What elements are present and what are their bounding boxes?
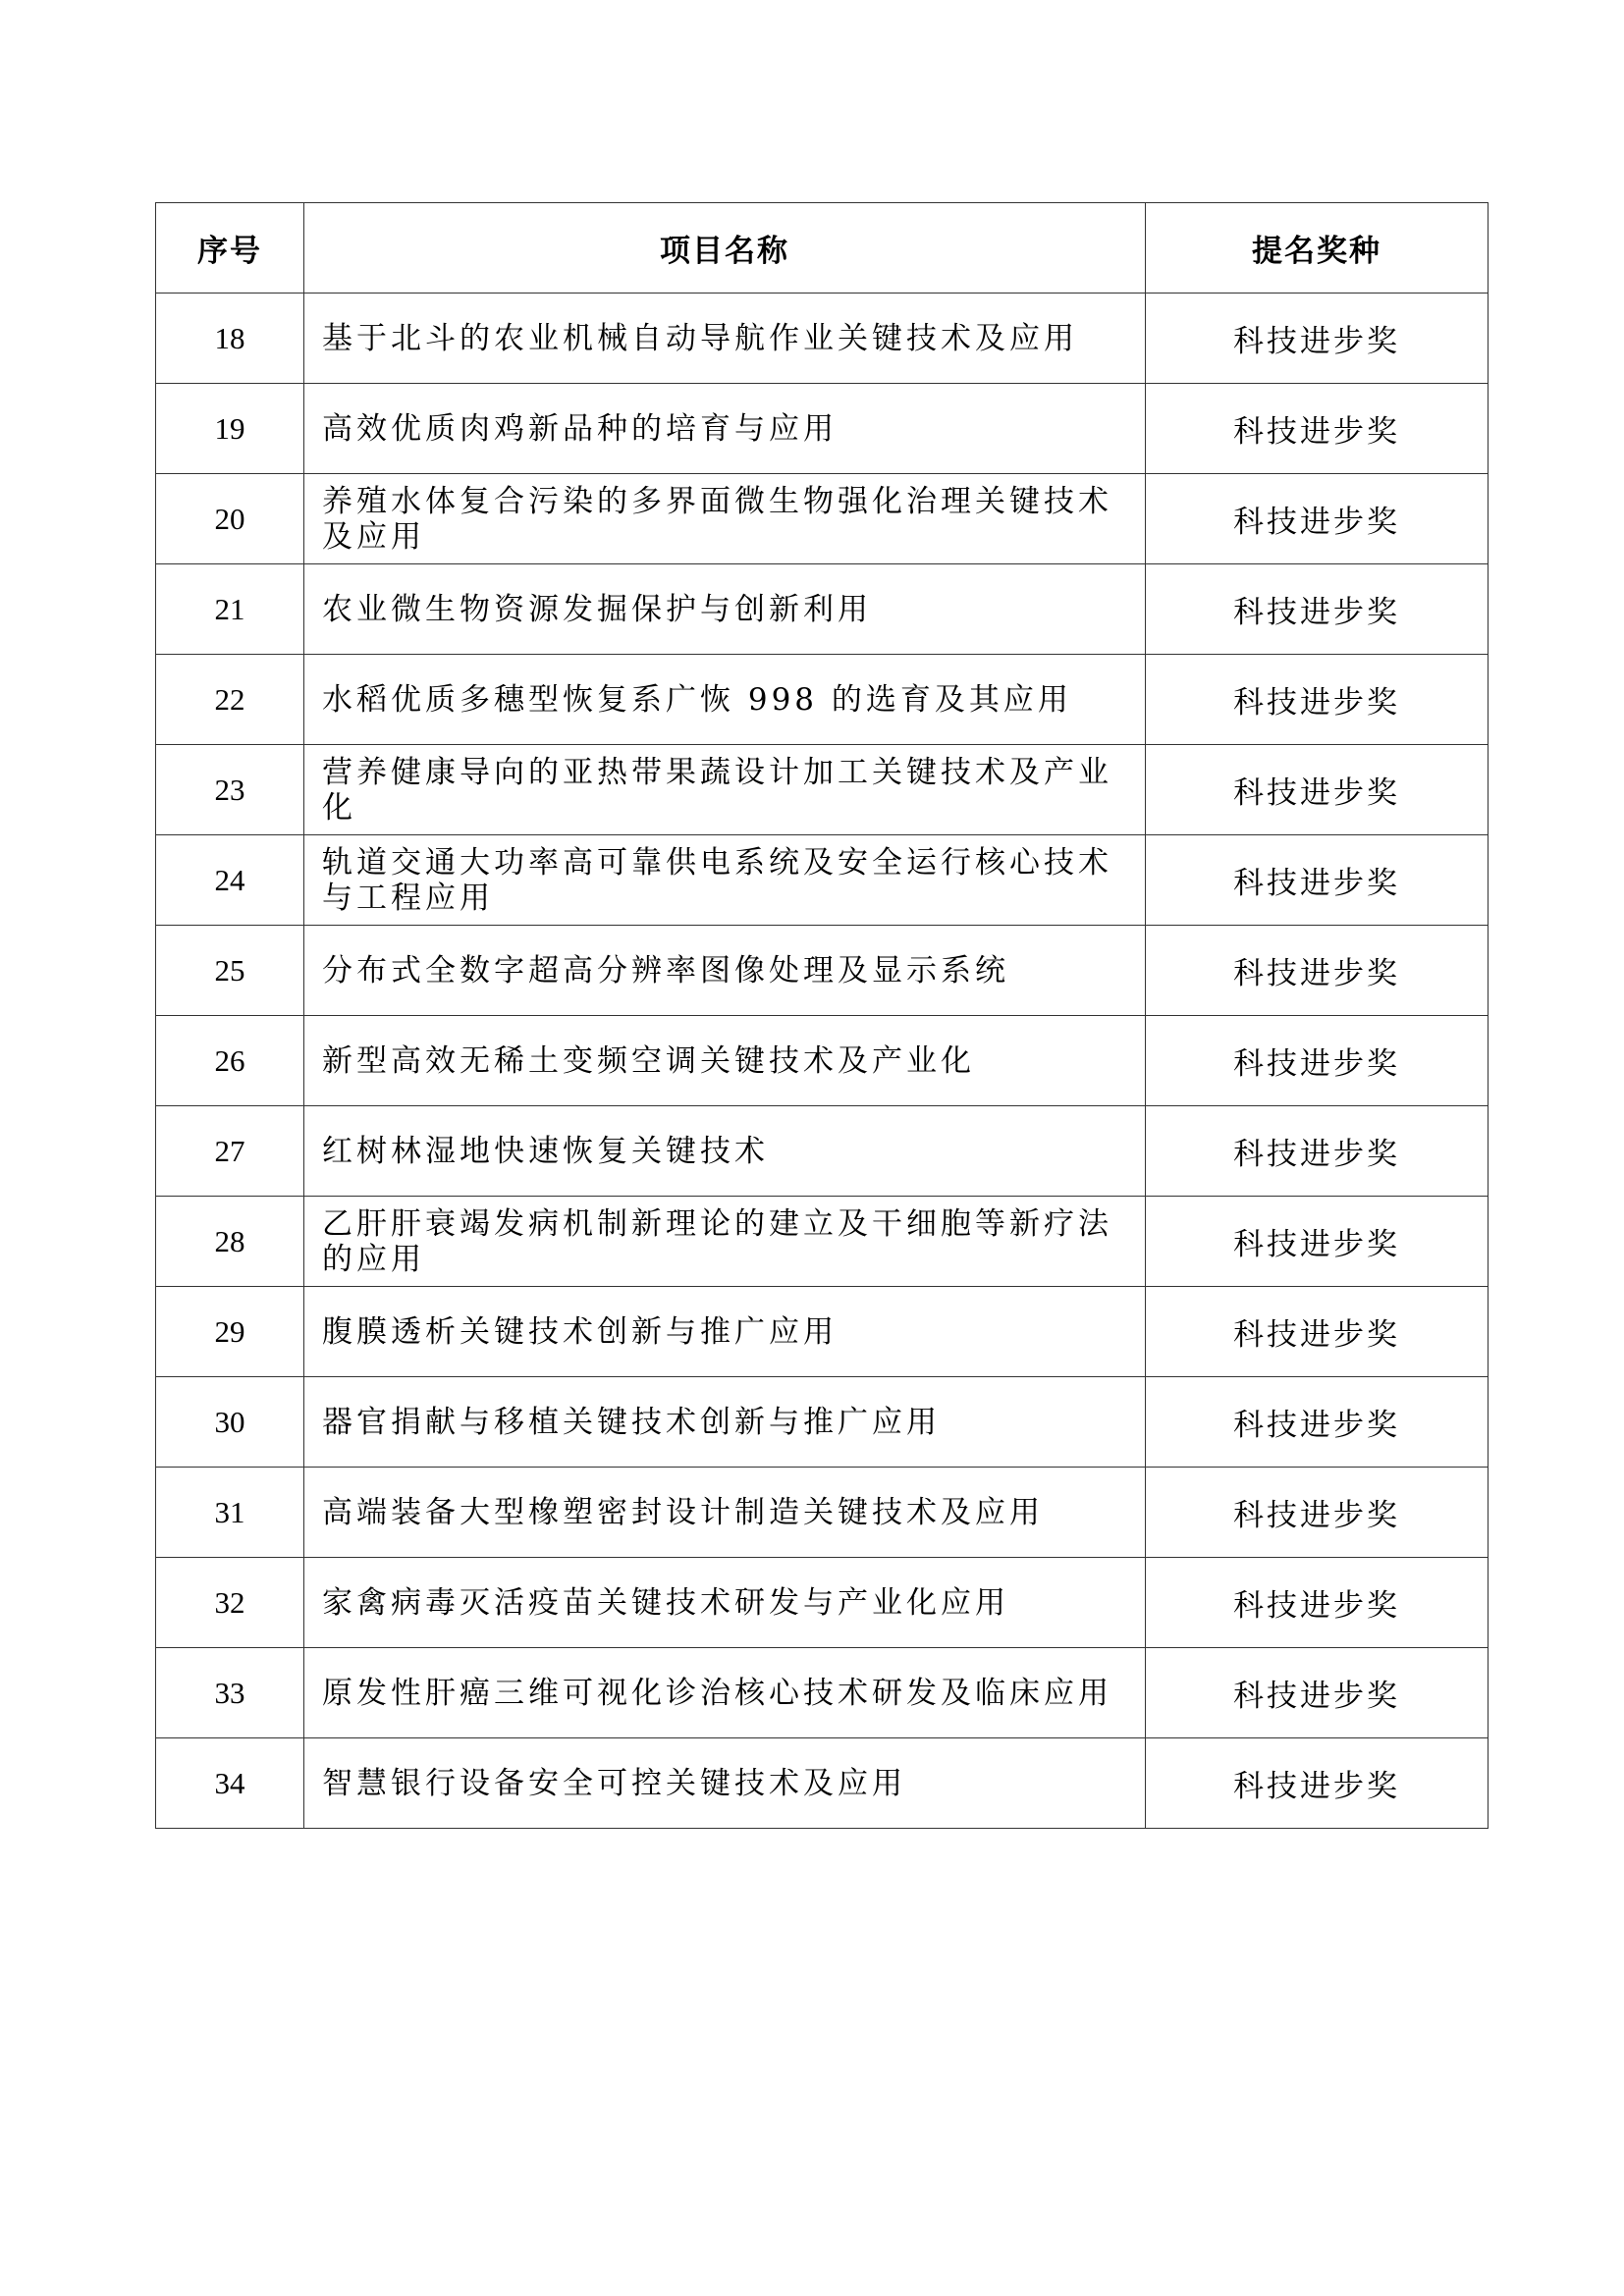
row-award-type: 科技进步奖: [1146, 835, 1489, 926]
table-row: [156, 1106, 1489, 1197]
row-project-name: 智慧银行设备安全可控关键技术及应用: [304, 1738, 1146, 1829]
row-award-type: 科技进步奖: [1146, 1558, 1489, 1648]
row-seq: 19: [156, 384, 304, 474]
table-row: [156, 745, 1489, 835]
row-project-name: 农业微生物资源发掘保护与创新利用: [304, 564, 1146, 655]
row-project-name: 新型高效无稀土变频空调关键技术及产业化: [304, 1016, 1146, 1106]
row-award-type: 科技进步奖: [1146, 1738, 1489, 1829]
row-project-name: 营养健康导向的亚热带果蔬设计加工关键技术及产业化: [304, 745, 1146, 835]
table-row: [156, 1377, 1489, 1468]
row-project-name: 基于北斗的农业机械自动导航作业关键技术及应用: [304, 294, 1146, 384]
table-row: [156, 564, 1489, 655]
table-header: [156, 203, 1489, 294]
table-row: [156, 926, 1489, 1016]
row-project-name: 水稻优质多穗型恢复系广恢 998 的选育及其应用: [304, 655, 1146, 745]
row-award-type: 科技进步奖: [1146, 1016, 1489, 1106]
table-body: [156, 294, 1489, 1829]
row-award-type: 科技进步奖: [1146, 655, 1489, 745]
row-seq: 25: [156, 926, 304, 1016]
row-project-name: 高端装备大型橡塑密封设计制造关键技术及应用: [304, 1468, 1146, 1558]
row-seq: 27: [156, 1106, 304, 1197]
row-seq: 26: [156, 1016, 304, 1106]
row-award-type: 科技进步奖: [1146, 1377, 1489, 1468]
header-award-type: 提名奖种: [1146, 203, 1489, 294]
row-project-name: 轨道交通大功率高可靠供电系统及安全运行核心技术与工程应用: [304, 835, 1146, 926]
row-seq: 33: [156, 1648, 304, 1738]
row-seq: 23: [156, 745, 304, 835]
header-project-name: 项目名称: [304, 203, 1146, 294]
row-seq: 18: [156, 294, 304, 384]
row-seq: 30: [156, 1377, 304, 1468]
table-row: [156, 294, 1489, 384]
table-row: [156, 1468, 1489, 1558]
row-seq: 20: [156, 474, 304, 564]
header-seq: 序号: [156, 203, 304, 294]
table-row: [156, 1197, 1489, 1287]
row-award-type: 科技进步奖: [1146, 1648, 1489, 1738]
row-award-type: 科技进步奖: [1146, 1468, 1489, 1558]
row-award-type: 科技进步奖: [1146, 1197, 1489, 1287]
row-project-name: 红树林湿地快速恢复关键技术: [304, 1106, 1146, 1197]
row-seq: 24: [156, 835, 304, 926]
table-row: [156, 1016, 1489, 1106]
row-seq: 34: [156, 1738, 304, 1829]
row-award-type: 科技进步奖: [1146, 564, 1489, 655]
row-project-name: 器官捐献与移植关键技术创新与推广应用: [304, 1377, 1146, 1468]
table-row: [156, 474, 1489, 564]
row-award-type: 科技进步奖: [1146, 474, 1489, 564]
table-row: [156, 655, 1489, 745]
header-row: [156, 203, 1489, 294]
row-project-name: 分布式全数字超高分辨率图像处理及显示系统: [304, 926, 1146, 1016]
row-project-name: 乙肝肝衰竭发病机制新理论的建立及干细胞等新疗法的应用: [304, 1197, 1146, 1287]
row-seq: 29: [156, 1287, 304, 1377]
row-project-name: 腹膜透析关键技术创新与推广应用: [304, 1287, 1146, 1377]
row-seq: 28: [156, 1197, 304, 1287]
table-row: [156, 835, 1489, 926]
row-seq: 22: [156, 655, 304, 745]
row-project-name: 养殖水体复合污染的多界面微生物强化治理关键技术及应用: [304, 474, 1146, 564]
table-row: [156, 384, 1489, 474]
row-award-type: 科技进步奖: [1146, 745, 1489, 835]
table-row: [156, 1558, 1489, 1648]
nomination-table: [155, 202, 1489, 1829]
row-project-name: 原发性肝癌三维可视化诊治核心技术研发及临床应用: [304, 1648, 1146, 1738]
table-row: [156, 1287, 1489, 1377]
table-row: [156, 1738, 1489, 1829]
row-award-type: 科技进步奖: [1146, 384, 1489, 474]
row-seq: 21: [156, 564, 304, 655]
row-award-type: 科技进步奖: [1146, 926, 1489, 1016]
row-project-name: 家禽病毒灭活疫苗关键技术研发与产业化应用: [304, 1558, 1146, 1648]
row-seq: 31: [156, 1468, 304, 1558]
row-award-type: 科技进步奖: [1146, 294, 1489, 384]
row-award-type: 科技进步奖: [1146, 1106, 1489, 1197]
table-row: [156, 1648, 1489, 1738]
row-seq: 32: [156, 1558, 304, 1648]
row-award-type: 科技进步奖: [1146, 1287, 1489, 1377]
row-project-name: 高效优质肉鸡新品种的培育与应用: [304, 384, 1146, 474]
